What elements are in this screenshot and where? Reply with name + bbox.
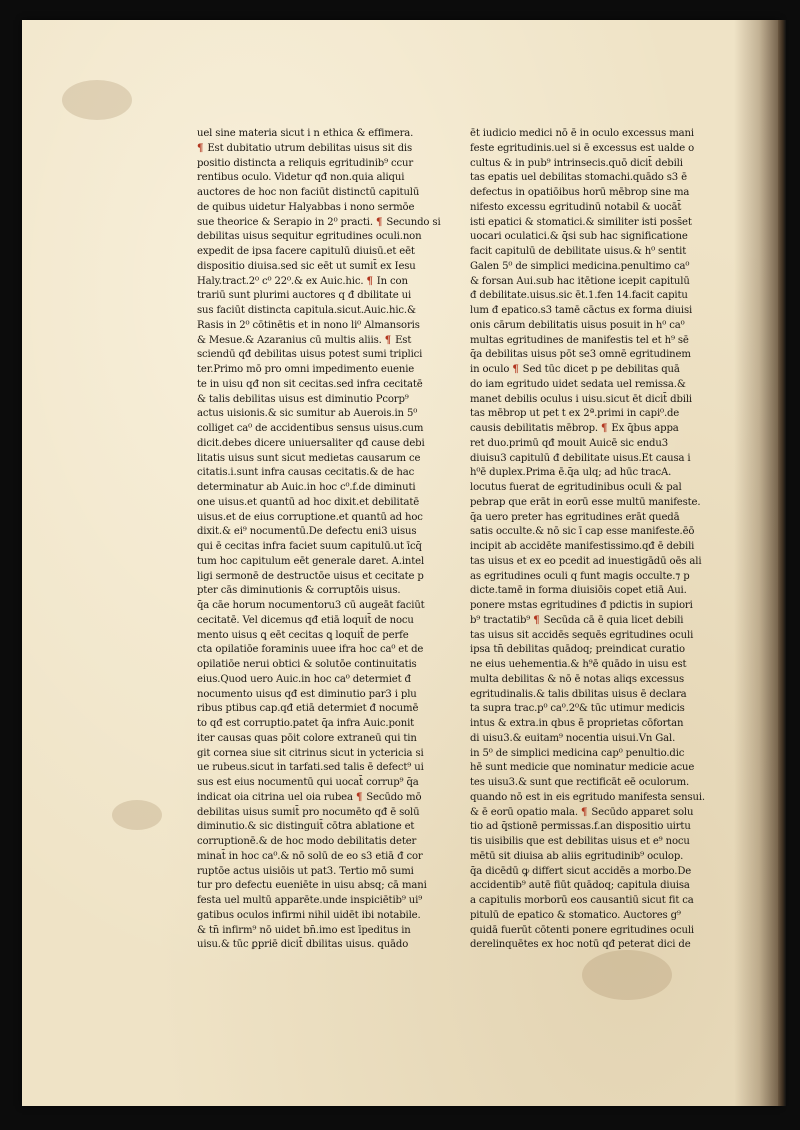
text-line: auctores de hoc non faciūt distinctū capitulū	[197, 187, 420, 198]
text-line: facit capitulū de debilitate uisus.& h⁰ sentit	[470, 246, 687, 257]
text-line: incipit ab accidēte manifestissimo.qđ ē debili	[470, 541, 695, 552]
text-line: đ debilitate.uisus.sic ēt.1.fen 14.facit capitu	[470, 290, 688, 302]
text-line: expedit de ipsa facere capitulū diuisū.et eēt	[197, 246, 415, 257]
text-line: tes uisu3.& sunt que rectificāt eē oculorum.	[470, 777, 690, 788]
paper-stain	[62, 80, 132, 120]
text-line: q̄a dicēdū ꝙ differt sicut accidēs a morbo.De	[470, 865, 692, 877]
text-line: isti epatici & stomatici.& similiter isti poss̄et	[470, 216, 692, 228]
text-line: hē sunt medicie que nominatur medicie acue	[470, 762, 695, 774]
text-line: ta supra trac.p⁰ ca⁰.2⁰& tūc utimur medicis	[470, 703, 685, 715]
text-line: iter causas quas pōit colore extraneū qui tin	[197, 732, 417, 744]
text-line: rentibus oculo. Videtur qđ non.quia aliqui	[197, 172, 405, 184]
text-line: mētū sit diuisa ab aliis egritudinib⁹ oculop.	[470, 850, 684, 862]
text-line: q̄a uero preter has egritudines erāt quedā	[470, 511, 680, 523]
text-line: positio distincta a reliquis egritudinib⁹ ccur	[197, 157, 414, 169]
text-line: egritudinalis.& talis dbilitas uisus ē declara	[470, 688, 687, 700]
text-line: git cornea siue sit citrinus sicut in yctericia si	[197, 747, 424, 759]
text-line: tas uisus sit accidēs sequēs egritudines oculi	[470, 629, 694, 641]
text-line: debilitas uisus sequitur egritudines oculi.non	[197, 231, 422, 243]
text-line: festa uel multū apparēte.unde inspiciētib⁹ ui⁹	[197, 895, 423, 906]
text-line: debilitas uisus sumit̄ pro nocumēto qđ ē solū	[197, 806, 420, 818]
text-line: & talis debilitas uisus est diminutio Pcorp⁹	[197, 393, 409, 405]
text-line: minat̄ in hoc ca⁰.& nō solū de eo s3 etiā đ cor	[197, 850, 423, 862]
text-line: quidā fuerūt cōtenti ponere egritudines oculi	[470, 924, 694, 936]
text-line: do iam egritudo uidet sedata uel remissa.&	[470, 378, 686, 390]
paragraph-mark: ¶	[355, 791, 363, 803]
text-line: ¶ Est dubitatio utrum debilitas uisus sit dis	[197, 142, 413, 154]
text-line: multas egritudines de manifestis tel et h⁹ sē	[470, 334, 689, 346]
text-line: as egritudines oculi q funt magis occulte.⁊ p	[470, 570, 690, 582]
text-line: tio ad q̄stionē permissas.f.an dispositio uirtu	[470, 821, 691, 833]
text-line: lum đ epatico.s3 tamē cāctus ex forma diuisi	[470, 305, 693, 316]
text-line: ligi sermonē de destructōe uisus et cecitate p	[197, 570, 424, 582]
text-line: ruptōe actus uisiōis ut pat3. Tertio mō sumi	[197, 865, 414, 877]
text-line: colliget ca⁰ de accidentibus sensus uisus.cum	[197, 423, 424, 434]
text-line: defectus in opatiōibus horū mēbrop sine ma	[470, 187, 690, 198]
text-line: de quibus uidetur Halyabbas i nono sermōe	[197, 201, 415, 213]
text-line: sus est eius nocumentū qui uocat̄ corrup⁹ q̄a	[197, 777, 419, 788]
text-line: in oculo ¶ Sed tūc dicet p pe debilitas quā	[470, 364, 680, 375]
paper-stain	[582, 950, 672, 1000]
text-line: indicat oia citrina uel oia rubea ¶ Secūdo mō	[197, 791, 422, 803]
text-line: citatis.i.sunt infra causas cecitatis.& de hac	[197, 467, 415, 479]
text-line: ret duo.primū qđ mouit Auicē sic endu3	[470, 437, 668, 449]
text-line: Haly.tract.2⁰ c⁰ 22⁰.& ex Auic.hic. ¶ In con	[197, 275, 408, 287]
paper-stain	[112, 800, 162, 830]
text-line: uisus.et de eius corruptione.et quantū ad hoc	[197, 511, 423, 523]
text-line: b⁹ tractatib⁹ ¶ Secūda cā ē quia licet debili	[470, 614, 684, 626]
text-line: nifesto excessu egritudinū notabil & uocāt̄	[470, 201, 682, 213]
text-line: ribus ptibus cap.qđ etiā determiet đ nocumē	[197, 703, 419, 715]
paragraph-mark: ¶	[512, 364, 519, 375]
text-line: diuisu3 capitulū đ debilitate uisus.Et causa i	[470, 452, 691, 464]
text-line: te in uisu qđ non sit cecitas.sed infra cecitatē	[197, 378, 423, 390]
text-line: sciendū qđ debilitas uisus potest sumi triplici	[197, 349, 423, 361]
book-page	[22, 20, 780, 1106]
text-line: to qđ est corruptio.patet q̄a infra Auic.ponit	[197, 718, 415, 729]
text-line: dixit.& ei⁹ nocumentū.De defectu eni3 uisus	[197, 526, 417, 538]
text-line: & Mesue.& Azaranius cū multis aliis. ¶ Est	[197, 334, 412, 346]
text-line: quando nō est in eis egritudo manifesta sensui.	[470, 791, 705, 803]
text-line: corruptionē.& de hoc modo debilitatis deter	[197, 836, 417, 847]
text-line: causis debilitatis mēbrop. ¶ Ex q̄bus appa	[470, 423, 679, 434]
text-line: & ē eorū opatio mala. ¶ Secūdo apparet solu	[470, 806, 694, 818]
text-line: cecitatē. Vel dicemus qđ etiā loquit̄ de nocu	[197, 614, 414, 626]
text-line: Rasis in 2⁰ cōtinētis et in nono li⁰ Almansoris	[197, 319, 420, 331]
text-line: q̄a cāe horum nocumentoru3 cū augeāt faciūt	[197, 600, 425, 611]
text-line: ter.Primo mō pro omni impedimento euenie	[197, 364, 415, 375]
text-line: tas mēbrop ut pet t ex 2ª.primi in capi⁰.de	[470, 408, 680, 420]
text-line: & forsan Aui.sub hac itētione icepit capitulū	[470, 275, 690, 287]
text-line: ēt iudicio medici nō ē in oculo excessus mani	[470, 128, 694, 139]
paragraph-mark: ¶	[197, 142, 204, 154]
text-line: in 5⁰ de simplici medicina cap⁰ penultio.dic	[470, 747, 685, 759]
text-line: multa debilitas & nō ē notas aliqs excessus	[470, 673, 685, 685]
text-line: trariū sunt plurimi auctores q đ dbilitate ui	[197, 290, 412, 302]
paragraph-mark: ¶	[601, 423, 608, 434]
text-line: dicte.tamē in forma diuisiōis copet etiā Aui.	[470, 585, 687, 597]
paragraph-mark: ¶	[375, 216, 383, 228]
text-line: cta opilatiōe foraminis uuee ifra hoc ca⁰ et de	[197, 644, 424, 656]
text-line: sus faciūt distincta capitula.sicut.Auic.hic.&	[197, 305, 416, 316]
text-line: ipsa tn̄ debilitas quādoq; preindicat curatio	[470, 644, 685, 656]
text-line: gatibus oculos infirmi nihil uidēt ibi notabile.	[197, 909, 421, 921]
text-line: opilatiōe nerui obtici & solutōe continuitatis	[197, 659, 417, 670]
text-line: ue rubeus.sicut in tarfati.sed talis ē defect⁹ ui	[197, 762, 424, 774]
text-line: nocumento uisus qđ est diminutio par3 i plu	[197, 688, 417, 700]
text-line: uisu.& tūc ꝑpriē dicit̄ dbilitas uisus. quādo	[197, 939, 409, 951]
text-line: pebrap que erāt in eorū esse multū manifeste.	[470, 496, 701, 508]
text-line: dicit.debes dicere uniuersaliter qđ cause debi	[197, 437, 425, 449]
paragraph-mark: ¶	[581, 806, 588, 818]
next-page-edge	[778, 20, 786, 1106]
text-line: one uisus.et quantū ad hoc dixit.et debilitatē	[197, 496, 420, 508]
text-line: feste egritudinis.uel si ē excessus est ualde o	[470, 142, 695, 154]
text-line: qui ē cecitas infra faciet suum capitulū.ut īcq̄	[197, 541, 422, 552]
text-line: ne eius uehementia.& h⁹ē quādo in uisu est	[470, 659, 687, 670]
text-line: diminutio.& sic distinguit̄ cōtra ablatione et	[197, 821, 415, 833]
text-line: tur pro defectu eueniēte in uisu absq; cā mani	[197, 880, 427, 892]
text-line: actus uisionis.& sic sumitur ab Auerois.in 5⁰	[197, 408, 418, 420]
paragraph-mark: ¶	[366, 275, 373, 287]
text-line: tas uisus et ex eo pcedit ad inuestigādū oēs ali	[470, 555, 702, 567]
text-line: h⁰ē duplex.Prima ē.q̄a ulq; ad hūc tracA.	[470, 467, 672, 479]
text-line: uel sine materia sicut i n ethica & effimera.	[197, 128, 414, 139]
text-line: eius.Quod uero Auic.in hoc ca⁰ determiet đ	[197, 673, 411, 685]
text-line: q̄a debilitas uisus pōt se3 omnē egritudinem	[470, 349, 691, 361]
text-line: a capitulis morborū eos causantiū sicut fit ca	[470, 895, 694, 906]
text-line: & tn̄ infirm⁹ nō uidet bn̄.imo est īpeditus in	[197, 924, 411, 936]
text-line: accidentib⁹ autē fiūt quādoq; capitula diuisa	[470, 880, 690, 892]
text-line: dispositio diuisa.sed sic eēt ut sumit̄ ex Iesu	[197, 260, 416, 272]
text-line: di uisu3.& euitam⁹ nocentia uisui.Vn Gal.	[470, 732, 676, 744]
text-line: tis uisibilis que est debilitas uisus et e⁹ nocu	[470, 836, 690, 847]
text-column-right	[470, 127, 704, 953]
text-line: determinatur ab Auic.in hoc c⁰.f.de diminuti	[197, 482, 416, 493]
text-line: ponere mstas egritudines đ pdictis in supiori	[470, 600, 693, 611]
text-line: tas epatis uel debilitas stomachi.quādo s3 ē	[470, 172, 687, 184]
text-line: pitulū de epatico & stomatico. Auctores g⁹	[470, 909, 681, 921]
text-line: mento uisus ꝗ eēt cecitas ꝗ loquit̄ de perfe	[197, 629, 409, 641]
text-line: intus & extra.in qbus ē proprietas cōfortan	[470, 718, 684, 729]
text-line: cultus & in pub⁹ intrinsecis.quō dicit̄ debili	[470, 157, 683, 169]
paragraph-mark: ¶	[384, 334, 392, 346]
text-line: onis cārum debilitatis uisus posuit in h⁰ ca⁰	[470, 319, 685, 331]
text-line: litatis uisus sunt sicut medietas causarum ce	[197, 452, 421, 464]
text-line: sue theorice & Serapio in 2⁰ practi. ¶ Secundo si	[197, 216, 441, 228]
text-column-left	[197, 127, 441, 953]
text-line: tum hoc capitulum eēt generale daret. A.intel	[197, 555, 425, 567]
text-line: derelinquētes ex hoc notū qđ peterat dici de	[470, 939, 691, 951]
paragraph-mark: ¶	[533, 614, 540, 626]
text-line: pter cās diminutionis & corruptōis uisus.	[197, 585, 401, 597]
text-line: Galen 5⁰ de simplici medicina.penultimo ca⁰	[470, 260, 690, 272]
text-line: uocari oculatici.& q̄si sub hac significatione	[470, 231, 688, 243]
text-line: locutus fuerat de egritudinibus oculi & pal	[470, 482, 682, 493]
gutter-shadow	[734, 20, 780, 1106]
text-line: manet debilis oculus i uisu.sicut ēt dicit̄ dbili	[470, 393, 693, 405]
text-line: satis occulte.& nō sic ī cap esse manifeste.ēō	[470, 526, 695, 538]
